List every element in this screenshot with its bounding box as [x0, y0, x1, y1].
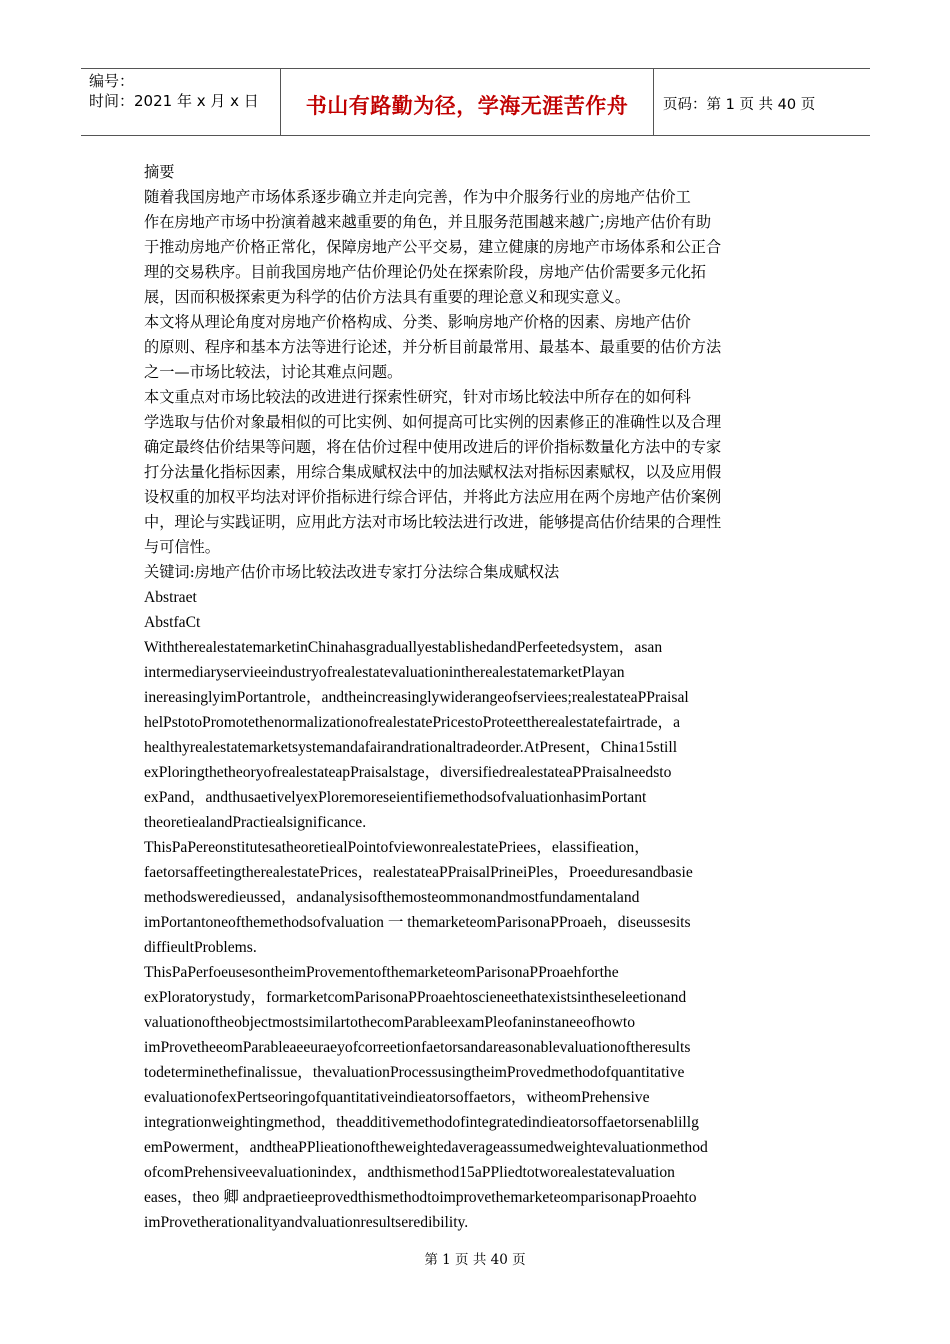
- text-line: eases，theo 卿 andpraetieeprovedthismethodtoimprovethemarketeomparisonapProaehto: [144, 1189, 697, 1206]
- page-header: [81, 68, 870, 136]
- text-line: diffieultProblems.: [144, 939, 257, 956]
- text-line: 确定最终估价结果等问题，将在估价过程中使用改进后的评价指标数量化方法中的专家: [144, 438, 722, 456]
- text-line: 本文重点对市场比较法的改进进行探索性研究，针对市场比较法中所存在的如何科: [144, 388, 691, 406]
- text-line: imProvetheeomParableaeeuraeyofcorreetionfaetorsandareasonablevaluationoftheresults: [144, 1039, 691, 1056]
- text-line: 随着我国房地产市场体系逐步确立并走向完善，作为中介服务行业的房地产估价工: [144, 188, 691, 206]
- text-line: Abstraet: [144, 589, 197, 606]
- document-body: [144, 160, 794, 1235]
- text-line: helPstotoPromotethenormalizationofrealestatePricestoProteettherealestatefairtrade，a: [144, 714, 681, 731]
- text-line: ThisPaPerfoeusesontheimProvementofthemarketeomParisonaPProaehforthe: [144, 964, 619, 981]
- text-line: 关键词:房地产估价市场比较法改进专家打分法综合集成赋权法: [144, 563, 560, 581]
- header-meta: [81, 69, 281, 135]
- text-line: WiththerealestatemarketinChinahasgraduallyestablishedandPerfeetedsystem，asan: [144, 639, 663, 656]
- text-line: theoretiealandPractiealsignificance.: [144, 814, 367, 831]
- text-line: 于推动房地产价格正常化，保障房地产公平交易，建立健康的房地产市场体系和公正合: [144, 238, 722, 256]
- text-line: intermediaryservieeindustryofrealestatevaluationintherealestatemarketPlayan: [144, 664, 625, 681]
- text-line: 设权重的加权平均法对评价指标进行综合评估，并将此方法应用在两个房地产估价案例: [144, 488, 722, 506]
- header-time: 时间：2021 年 x 月 x 日: [89, 92, 259, 110]
- text-line: AbstfaCt: [144, 614, 201, 631]
- text-line: 摘要: [144, 163, 175, 181]
- text-line: 的原则、程序和基本方法等进行论述，并分析目前最常用、最基本、最重要的估价方法: [144, 338, 722, 356]
- text-line: valuationoftheobjectmostsimilartothecomParableexamPleofaninstaneeofhowto: [144, 1014, 636, 1031]
- header-motto: 书山有路勤为径，学海无涯苦作舟: [281, 69, 654, 135]
- text-line: exPloringthetheoryofrealestateapPraisalstage，diversifiedrealestateaPPraisalneedsto: [144, 764, 672, 781]
- text-line: evaluationofexPertseoringofquantitativeindieatorsoffaetors，witheomPrehensive: [144, 1089, 650, 1106]
- header-page-number: 页码：第 1 页 共 40 页: [663, 96, 816, 113]
- page-footer: 第 1 页 共 40 页: [424, 1252, 526, 1268]
- text-line: exPloratorystudy，formarketcomParisonaPProaehtoscieneethatexistsintheseleetionand: [144, 989, 687, 1006]
- header-number: 编号：: [89, 72, 135, 90]
- text-line: 打分法量化指标因素，用综合集成赋权法中的加法赋权法对指标因素赋权，以及应用假: [144, 463, 722, 481]
- text-line: emPowerment，andtheaPPlieationoftheweightedaverageassumedweightevaluationmethod: [144, 1139, 708, 1156]
- text-line: todeterminethefinalissue，thevaluationProcessusingtheimProvedmethodofquantitative: [144, 1064, 685, 1081]
- text-line: integrationweightingmethod，theadditivemethodofintegratedindieatorsoffaetorsenablillg: [144, 1114, 699, 1131]
- text-line: ThisPaPereonstitutesatheoretiealPointofviewonrealestatePriees，elassifieation，: [144, 839, 650, 856]
- text-line: methodsweredieussed，andanalysisofthemosteommonandmostfundamentaland: [144, 889, 640, 906]
- text-line: inereasinglyimPortantrole，andtheincreasinglywiderangeofserviees;realestateaPPraisal: [144, 689, 689, 706]
- text-line: healthyrealestatemarketsystemandafairandrationaltradeorder.AtPresent，China15still: [144, 739, 678, 756]
- text-line: 展，因而积极探索更为科学的估价方法具有重要的理论意义和现实意义。: [144, 288, 630, 306]
- text-line: 与可信性。: [144, 538, 220, 556]
- text-line: imPortantoneofthemethodsofvaluation 一 themarketeomParisonaPProaeh，diseussesits: [144, 914, 691, 931]
- text-line: exPand，andthusaetivelyexPloremoreseientifiemethodsofvaluationhasimPortant: [144, 789, 647, 806]
- text-line: imProvetherationalityandvaluationresultseredibility.: [144, 1214, 469, 1231]
- text-line: 中，理论与实践证明，应用此方法对市场比较法进行改进，能够提高估价结果的合理性: [144, 513, 722, 531]
- text-line: 作在房地产市场中扮演着越来越重要的角色，并且服务范围越来越广;房地产估价有助: [144, 213, 712, 231]
- text-line: 理的交易秩序。目前我国房地产估价理论仍处在探索阶段，房地产估价需要多元化拓: [144, 263, 706, 281]
- text-line: 学选取与估价对象最相似的可比实例、如何提高可比实例的因素修正的准确性以及合理: [144, 413, 722, 431]
- text-line: ofcomPrehensiveevaluationindex，andthismethod15aPPliedtotworealestatevaluation: [144, 1164, 675, 1181]
- text-line: 本文将从理论角度对房地产价格构成、分类、影响房地产价格的因素、房地产估价: [144, 313, 691, 331]
- text-line: 之一—市场比较法，讨论其难点问题。: [144, 363, 403, 381]
- text-line: faetorsaffeetingtherealestatePrices，realestateaPPraisalPrineiPles，Proeeduresandbasie: [144, 864, 693, 881]
